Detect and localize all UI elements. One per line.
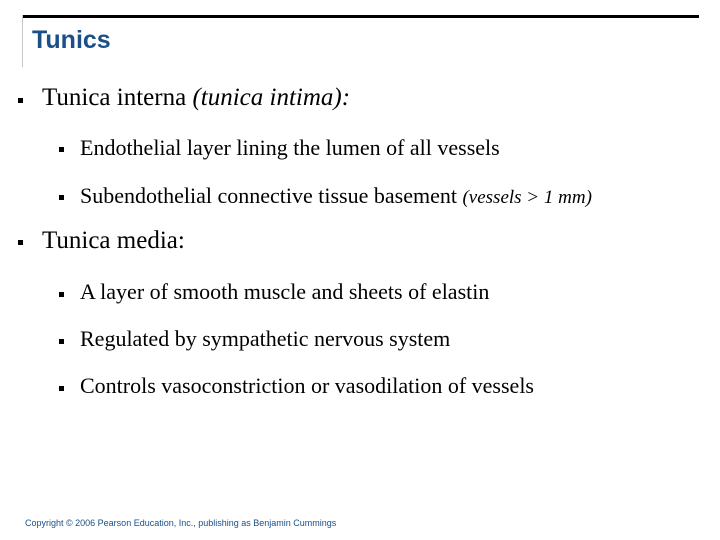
sub-bullet-text: Regulated by sympathetic nervous system — [80, 326, 451, 351]
sub-bullet-marker — [59, 386, 64, 391]
sub-bullet-smooth-muscle — [80, 279, 489, 305]
sub-bullet-text: A layer of smooth muscle and sheets of elastin — [80, 279, 490, 304]
bullet-text: Tunica interna — [42, 84, 193, 111]
bullet-tunica-interna — [42, 84, 350, 112]
slide-title: Tunics — [32, 26, 111, 54]
sub-bullet-text: Subendothelial connective tissue basement — [80, 183, 463, 208]
sub-bullet-subendothelial — [80, 183, 592, 209]
bullet-marker — [18, 98, 23, 103]
title-side-rule — [22, 15, 23, 67]
bullet-marker — [18, 240, 23, 245]
sub-bullet-marker — [59, 292, 64, 297]
copyright-footer: Copyright © 2006 Pearson Education, Inc., publishing as Benjamin Cummings — [25, 518, 337, 528]
sub-bullet-text: Controls vasoconstriction or vasodilation of vessels — [80, 373, 534, 398]
sub-bullet-text: Endothelial layer lining the lumen of all vessels — [80, 135, 500, 160]
sub-bullet-sympathetic — [80, 326, 450, 352]
title-top-rule — [22, 15, 699, 18]
sub-bullet-italic-note: (vessels > 1 mm) — [462, 187, 592, 208]
sub-bullet-marker — [59, 195, 64, 200]
sub-bullet-marker — [59, 147, 64, 152]
sub-bullet-marker — [59, 339, 64, 344]
bullet-italic-note: (tunica intima): — [192, 84, 351, 111]
sub-bullet-vasoconstriction — [80, 373, 534, 399]
bullet-text: Tunica media: — [42, 227, 185, 254]
sub-bullet-endothelial — [80, 135, 500, 161]
bullet-tunica-media — [42, 227, 185, 255]
